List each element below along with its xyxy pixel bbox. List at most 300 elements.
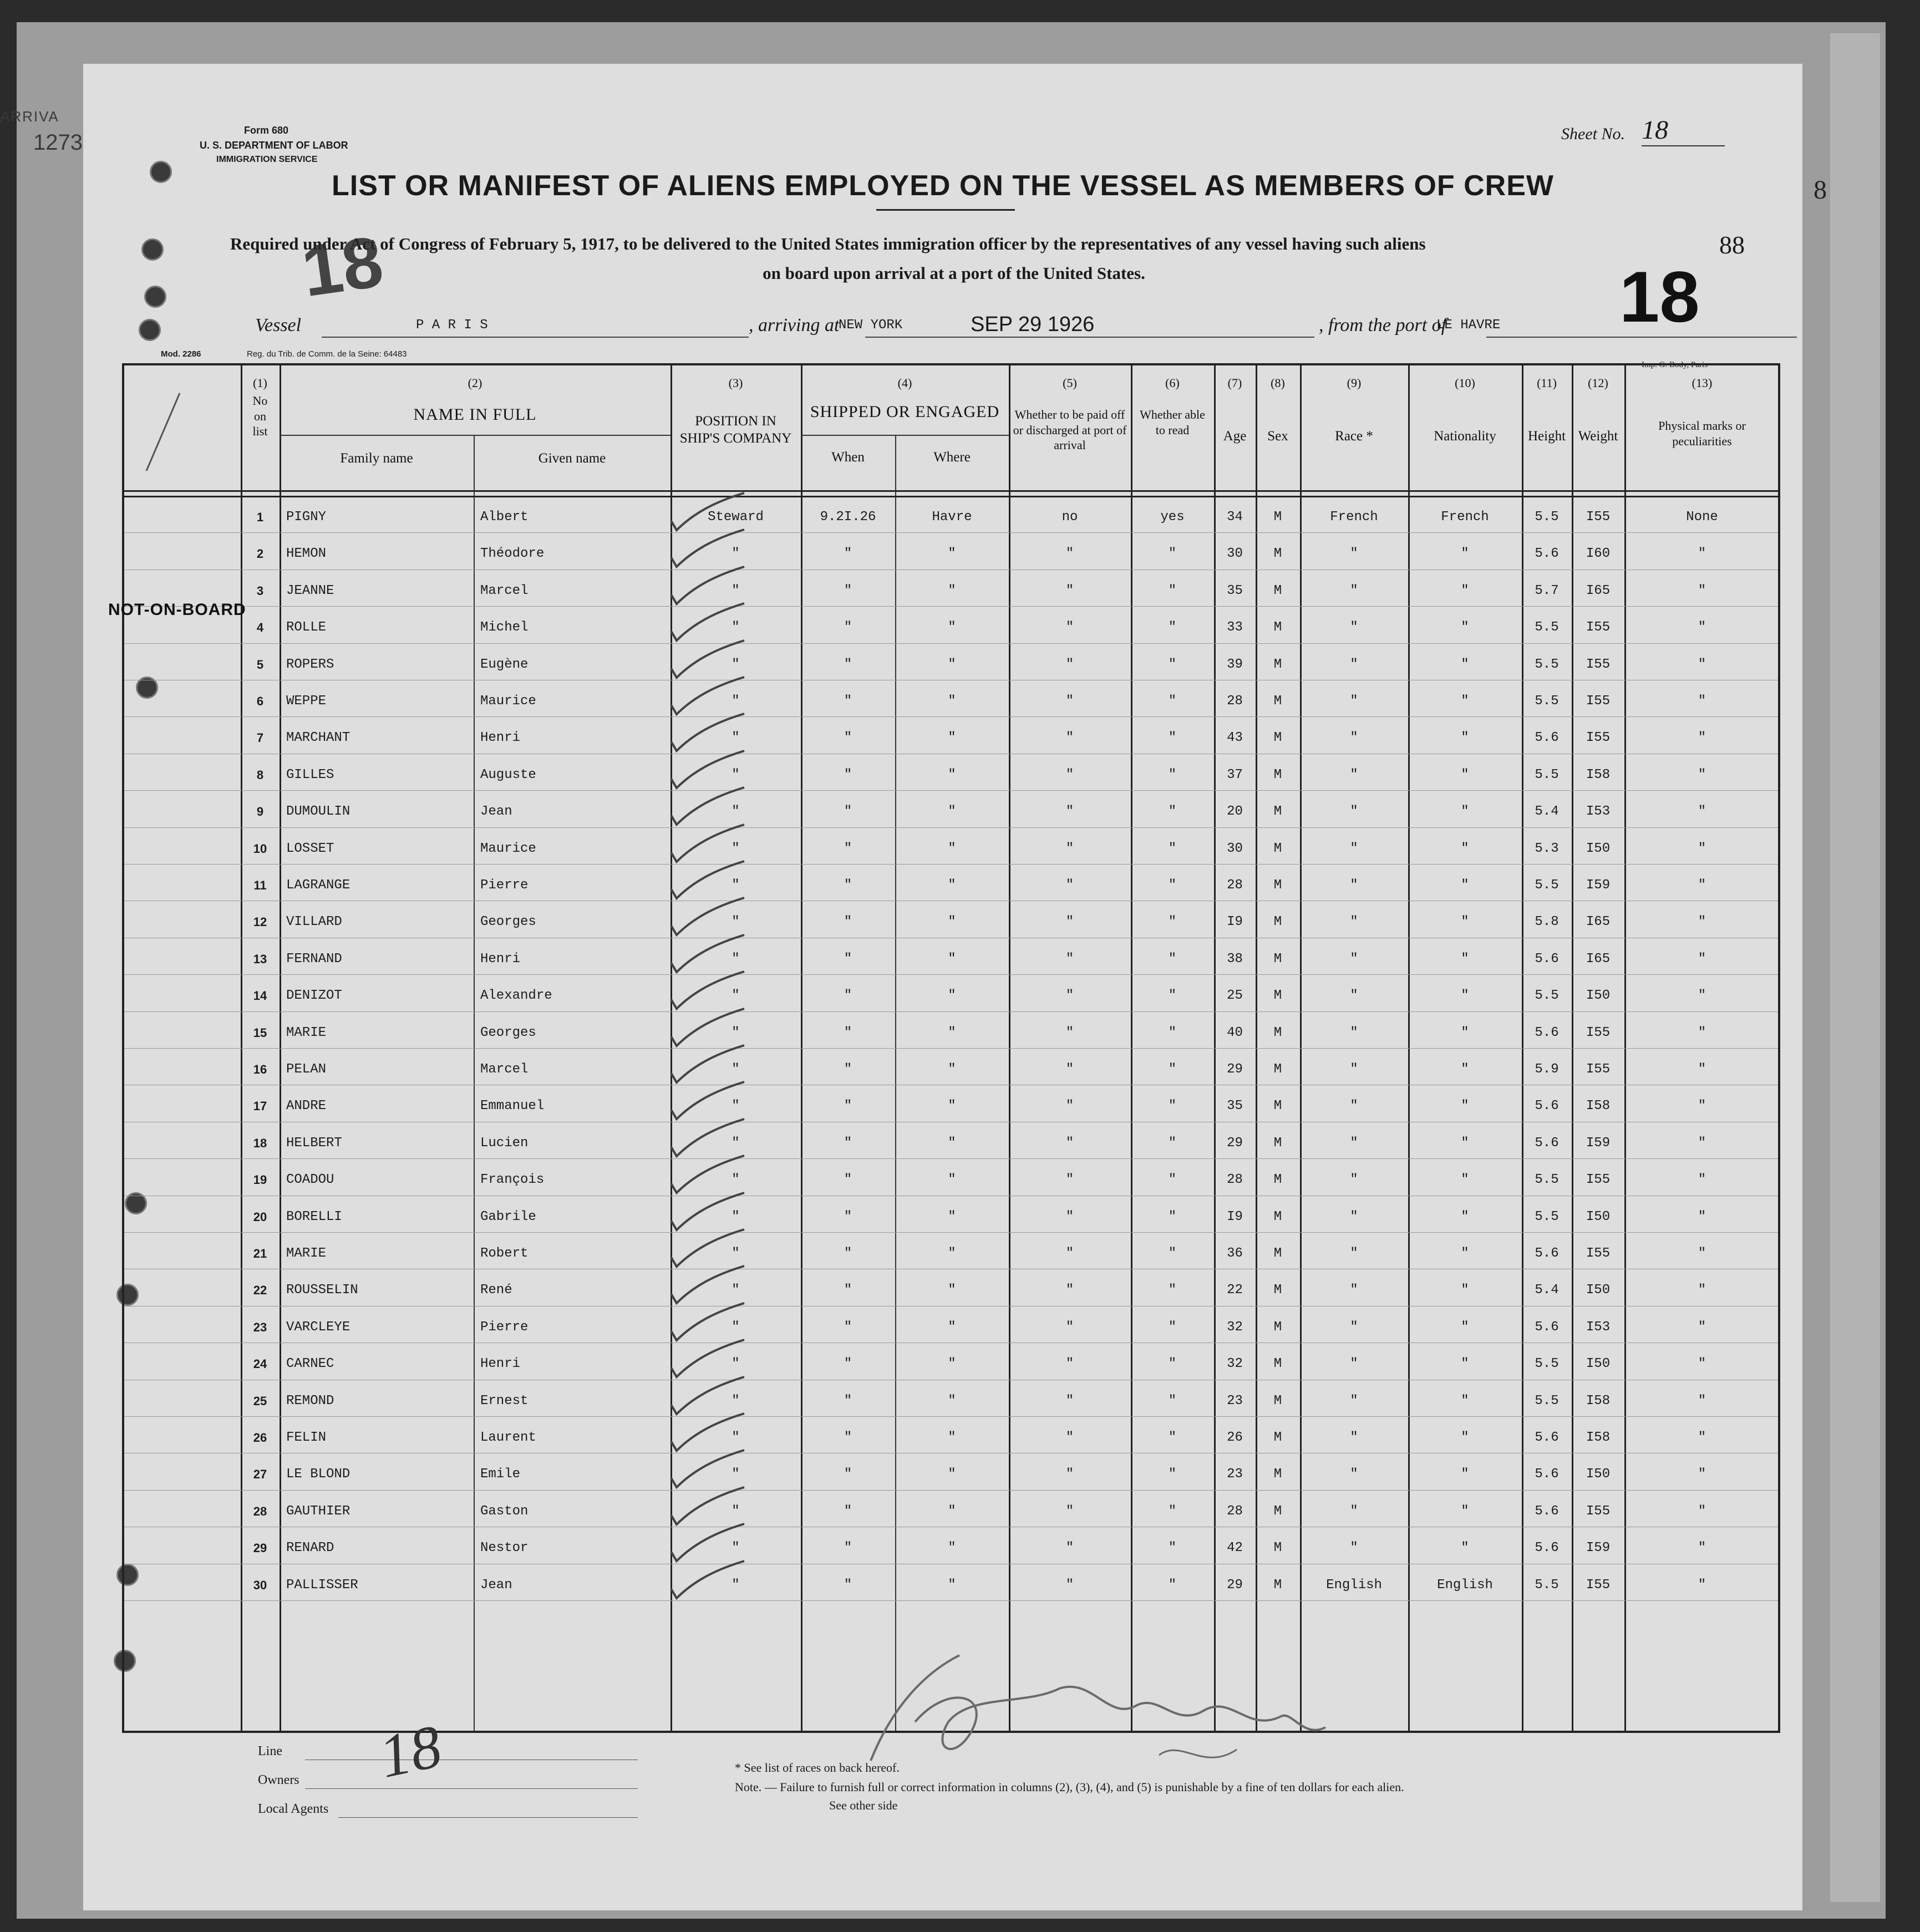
cell-given: Henri (480, 951, 521, 967)
cell-paid: " (1065, 1172, 1074, 1188)
given-name-header: Given name (538, 451, 606, 466)
cell-paid: " (1065, 1503, 1074, 1519)
table-row (124, 720, 1778, 756)
cell-nationality: " (1461, 1025, 1469, 1040)
cell-no: 12 (253, 915, 267, 929)
table-row (124, 1051, 1778, 1088)
cell-family: MARIE (286, 1025, 327, 1040)
vessel-name: P A R I S (416, 318, 488, 333)
cell-family: HELBERT (286, 1135, 342, 1151)
cell-weight: I55 (1586, 1503, 1611, 1519)
cell-read: " (1168, 841, 1177, 856)
cell-family: LE BLOND (286, 1467, 351, 1482)
column-3-header: POSITION IN SHIP'S COMPANY (679, 414, 792, 446)
cell-weight: I50 (1586, 1283, 1611, 1298)
table-row (124, 1015, 1778, 1051)
cell-nationality: " (1461, 767, 1469, 782)
cell-age: I9 (1227, 914, 1243, 930)
cell-marks: " (1698, 694, 1706, 709)
table-row (124, 1125, 1778, 1162)
cell-position: " (732, 1099, 740, 1114)
cell-when: " (844, 1577, 852, 1593)
cell-family: ROLLE (286, 620, 327, 635)
cell-height: 5.6 (1535, 1246, 1559, 1261)
cell-position: " (732, 914, 740, 930)
cell-nationality: " (1461, 657, 1469, 672)
cell-no: 19 (253, 1173, 267, 1187)
cell-read: " (1168, 730, 1177, 746)
cell-read: " (1168, 1283, 1177, 1298)
cell-when: " (844, 951, 852, 967)
cell-sex: M (1273, 988, 1282, 1004)
cell-weight: I50 (1586, 988, 1611, 1004)
punch-hole (141, 238, 164, 261)
cell-given: Gaston (480, 1503, 529, 1519)
form-number: Form 680 (244, 125, 289, 136)
cell-given: Robert (480, 1246, 529, 1261)
cell-when: " (844, 730, 852, 746)
cell-age: 40 (1227, 1025, 1243, 1040)
table-row (124, 536, 1778, 572)
cell-race: " (1350, 546, 1358, 562)
cell-where: " (948, 1393, 956, 1409)
cell-no: 11 (253, 878, 267, 892)
cell-race: " (1350, 1172, 1358, 1188)
cell-marks: " (1698, 1467, 1706, 1482)
cell-where: Havre (932, 510, 972, 525)
column-7-header: Age (1223, 429, 1247, 444)
table-row (124, 794, 1778, 830)
cell-position: " (732, 1135, 740, 1151)
cell-age: 34 (1227, 510, 1243, 525)
title-rule (876, 209, 1015, 211)
cell-nationality: " (1461, 1430, 1469, 1445)
from-port-value: LE HAVRE (1436, 318, 1501, 333)
cell-family: GILLES (286, 767, 334, 782)
cell-read: " (1168, 620, 1177, 635)
cell-nationality: " (1461, 1062, 1469, 1077)
arrival-stamp-number: 1273 (33, 130, 83, 155)
cell-age: 28 (1227, 694, 1243, 709)
cell-where: " (948, 1172, 956, 1188)
column-5-number: (5) (1063, 376, 1077, 390)
table-row (124, 1493, 1778, 1530)
cell-marks: " (1698, 1062, 1706, 1077)
cell-weight: I59 (1586, 878, 1611, 893)
cell-family: CARNEC (286, 1356, 334, 1372)
cell-when: " (844, 1099, 852, 1114)
cell-paid: " (1065, 988, 1074, 1004)
cell-height: 5.6 (1535, 546, 1559, 562)
cell-height: 5.5 (1535, 1393, 1559, 1409)
cell-given: Henri (480, 1356, 521, 1372)
cell-height: 5.7 (1535, 583, 1559, 598)
table-row (124, 904, 1778, 940)
column-12-header: Weight (1578, 429, 1618, 444)
column-2-header: NAME IN FULL (413, 405, 537, 424)
cell-family: ROUSSELIN (286, 1283, 358, 1298)
cell-nationality: English (1437, 1577, 1493, 1593)
cell-no: 6 (256, 694, 264, 708)
cell-nationality: " (1461, 1135, 1469, 1151)
cell-where: " (948, 1319, 956, 1335)
cell-given: Alexandre (480, 988, 552, 1004)
cell-nationality: " (1461, 1209, 1469, 1224)
cell-where: " (948, 1209, 956, 1224)
cell-age: 29 (1227, 1135, 1243, 1151)
cell-given: Maurice (480, 841, 536, 856)
cell-position: " (732, 1467, 740, 1482)
cell-marks: " (1698, 1430, 1706, 1445)
cell-marks: " (1698, 583, 1706, 598)
cell-position: " (732, 730, 740, 746)
cell-where: " (948, 1430, 956, 1445)
cell-sex: M (1273, 620, 1282, 635)
cell-where: " (948, 620, 956, 635)
cell-read: " (1168, 914, 1177, 930)
cell-height: 5.6 (1535, 1540, 1559, 1556)
cell-marks: " (1698, 1246, 1706, 1261)
cell-where: " (948, 546, 956, 562)
cell-read: yes (1160, 510, 1185, 525)
cell-height: 5.5 (1535, 878, 1559, 893)
cell-weight: I50 (1586, 1356, 1611, 1372)
cell-read: " (1168, 1135, 1177, 1151)
cell-sex: M (1273, 546, 1282, 562)
cell-family: JEANNE (286, 583, 334, 598)
cell-weight: I65 (1586, 914, 1611, 930)
cell-sex: M (1273, 657, 1282, 672)
cell-when: " (844, 988, 852, 1004)
cell-weight: I58 (1586, 1393, 1611, 1409)
cell-sex: M (1273, 1503, 1282, 1519)
table-row (124, 1346, 1778, 1382)
cell-height: 5.4 (1535, 804, 1559, 820)
cell-given: Théodore (480, 546, 545, 562)
cell-height: 5.6 (1535, 1319, 1559, 1335)
cell-nationality: " (1461, 951, 1469, 967)
cell-age: 22 (1227, 1283, 1243, 1298)
cell-where: " (948, 657, 956, 672)
cell-no: 28 (253, 1504, 267, 1518)
cell-position: " (732, 1356, 740, 1372)
cell-no: 25 (253, 1394, 267, 1408)
cell-read: " (1168, 1430, 1177, 1445)
cell-no: 9 (256, 805, 264, 819)
cell-weight: I55 (1586, 1246, 1611, 1261)
cell-marks: " (1698, 1540, 1706, 1556)
cell-no: 24 (253, 1357, 267, 1371)
cell-read: " (1168, 1062, 1177, 1077)
cell-weight: I55 (1586, 1577, 1611, 1593)
cell-paid: " (1065, 804, 1074, 820)
cell-position: " (732, 1540, 740, 1556)
cell-age: 23 (1227, 1393, 1243, 1409)
cell-where: " (948, 1503, 956, 1519)
cell-marks: " (1698, 1172, 1706, 1188)
cell-sex: M (1273, 1209, 1282, 1224)
header-bottom-rule (124, 496, 1778, 497)
cell-read: " (1168, 951, 1177, 967)
cell-no: 15 (253, 1025, 267, 1040)
table-row (124, 831, 1778, 867)
cell-sex: M (1273, 583, 1282, 598)
line-label: Line (258, 1744, 282, 1758)
cell-nationality: " (1461, 1172, 1469, 1188)
cell-when: " (844, 841, 852, 856)
cell-sex: M (1273, 1356, 1282, 1372)
cell-given: Henri (480, 730, 521, 746)
cell-age: 38 (1227, 951, 1243, 967)
not-on-board-stamp: NOT-ON-BOARD (108, 601, 246, 619)
cell-read: " (1168, 1172, 1177, 1188)
cell-no: 8 (256, 767, 264, 782)
cell-no: 3 (256, 583, 264, 598)
table-row (124, 1456, 1778, 1493)
from-port-rule (1486, 337, 1797, 338)
cell-nationality: " (1461, 1246, 1469, 1261)
sheet-number-label: Sheet No. (1561, 125, 1625, 143)
cell-position: " (732, 620, 740, 635)
cell-paid: " (1065, 1467, 1074, 1482)
cell-paid: " (1065, 1062, 1074, 1077)
cell-paid: " (1065, 583, 1074, 598)
cell-weight: I58 (1586, 1430, 1611, 1445)
cell-family: PALLISSER (286, 1577, 358, 1593)
cell-family: VILLARD (286, 914, 342, 930)
cell-when: " (844, 1467, 852, 1482)
cell-race: French (1330, 510, 1378, 525)
cell-given: Maurice (480, 694, 536, 709)
cell-nationality: " (1461, 1467, 1469, 1482)
table-row (124, 757, 1778, 794)
cell-height: 5.5 (1535, 1356, 1559, 1372)
cell-read: " (1168, 767, 1177, 782)
cell-age: 43 (1227, 730, 1243, 746)
cell-sex: M (1273, 1135, 1282, 1151)
table-row (124, 609, 1778, 646)
cell-marks: " (1698, 1209, 1706, 1224)
cell-age: 36 (1227, 1246, 1243, 1261)
cell-nationality: " (1461, 583, 1469, 598)
cell-read: " (1168, 1356, 1177, 1372)
cell-race: " (1350, 988, 1358, 1004)
cell-weight: I59 (1586, 1135, 1611, 1151)
cell-weight: I55 (1586, 657, 1611, 672)
cell-race: " (1350, 1025, 1358, 1040)
cell-sex: M (1273, 1025, 1282, 1040)
cell-marks: " (1698, 1319, 1706, 1335)
cell-family: RENARD (286, 1540, 334, 1556)
cell-where: " (948, 951, 956, 967)
cell-marks: " (1698, 1503, 1706, 1519)
cell-where: " (948, 1577, 956, 1593)
cell-paid: " (1065, 1025, 1074, 1040)
cell-sex: M (1273, 694, 1282, 709)
page-number-88: 88 (1719, 231, 1745, 259)
cell-where: " (948, 841, 956, 856)
cell-paid: " (1065, 546, 1074, 562)
cell-weight: I65 (1586, 951, 1611, 967)
cell-weight: I53 (1586, 1319, 1611, 1335)
cell-where: " (948, 1467, 956, 1482)
mod-number: Mod. 2286 (161, 349, 201, 359)
cell-paid: " (1065, 657, 1074, 672)
cell-no: 29 (253, 1541, 267, 1555)
cell-age: 32 (1227, 1319, 1243, 1335)
cell-given: Albert (480, 510, 529, 525)
when-header: When (831, 450, 865, 465)
cell-sex: M (1273, 1577, 1282, 1593)
cell-when: " (844, 1246, 852, 1261)
cell-marks: " (1698, 657, 1706, 672)
shipped-header-rule (801, 435, 1009, 436)
cell-position: " (732, 951, 740, 967)
cell-no: 18 (253, 1136, 267, 1150)
cell-when: " (844, 1025, 852, 1040)
cell-when: " (844, 878, 852, 893)
cell-nationality: " (1461, 1319, 1469, 1335)
cell-nationality: " (1461, 620, 1469, 635)
cell-height: 5.5 (1535, 1577, 1559, 1593)
table-row (124, 1567, 1778, 1604)
table-row (124, 1420, 1778, 1456)
cell-height: 5.5 (1535, 1172, 1559, 1188)
cell-no: 22 (253, 1283, 267, 1298)
cell-where: " (948, 1356, 956, 1372)
cell-when: " (844, 1430, 852, 1445)
vessel-label: Vessel (255, 315, 302, 335)
cell-race: " (1350, 583, 1358, 598)
cell-marks: " (1698, 1099, 1706, 1114)
table-row (124, 1162, 1778, 1198)
cell-sex: M (1273, 1283, 1282, 1298)
cell-age: 33 (1227, 620, 1243, 635)
cell-weight: I55 (1586, 510, 1611, 525)
cell-height: 5.5 (1535, 657, 1559, 672)
cell-paid: " (1065, 841, 1074, 856)
cell-paid: " (1065, 767, 1074, 782)
cell-family: ANDRE (286, 1099, 327, 1114)
cell-nationality: " (1461, 988, 1469, 1004)
cell-sex: M (1273, 1467, 1282, 1482)
cell-age: 20 (1227, 804, 1243, 820)
cell-position: " (732, 841, 740, 856)
column-6-header: Whether able to read (1140, 408, 1205, 437)
column-4-header: SHIPPED OR ENGAGED (810, 403, 1000, 421)
cell-when: " (844, 1356, 852, 1372)
cell-read: " (1168, 1540, 1177, 1556)
cell-sex: M (1273, 1540, 1282, 1556)
arriving-label: , arriving at (749, 315, 840, 335)
cell-position: " (732, 804, 740, 820)
cell-age: 29 (1227, 1577, 1243, 1593)
cell-age: 35 (1227, 583, 1243, 598)
column-13-number: (13) (1692, 376, 1713, 390)
cell-weight: I50 (1586, 1467, 1611, 1482)
cell-where: " (948, 694, 956, 709)
cell-age: 25 (1227, 988, 1243, 1004)
cell-marks: " (1698, 730, 1706, 746)
cell-nationality: " (1461, 694, 1469, 709)
column-11-number: (11) (1537, 376, 1557, 390)
cell-position: " (732, 1319, 740, 1335)
cell-height: 5.5 (1535, 510, 1559, 525)
cell-where: " (948, 767, 956, 782)
cell-nationality: " (1461, 914, 1469, 930)
cell-no: 1 (256, 510, 264, 524)
cell-position: " (732, 1062, 740, 1077)
column-8-header: Sex (1267, 429, 1288, 444)
cell-family: MARIE (286, 1246, 327, 1261)
cell-when: " (844, 657, 852, 672)
cell-height: 5.4 (1535, 1283, 1559, 1298)
cell-when: " (844, 1135, 852, 1151)
cell-height: 5.3 (1535, 841, 1559, 856)
cell-where: " (948, 988, 956, 1004)
cell-given: Georges (480, 1025, 536, 1040)
cell-no: 14 (253, 989, 267, 1003)
cell-given: Pierre (480, 878, 529, 893)
cell-marks: " (1698, 878, 1706, 893)
cell-nationality: " (1461, 1099, 1469, 1114)
cell-weight: I60 (1586, 546, 1611, 562)
cell-read: " (1168, 546, 1177, 562)
table-row (124, 499, 1778, 536)
cell-read: " (1168, 694, 1177, 709)
cell-weight: I59 (1586, 1540, 1611, 1556)
cell-age: 28 (1227, 1503, 1243, 1519)
cell-no: 2 (256, 547, 264, 561)
cell-nationality: " (1461, 804, 1469, 820)
cell-paid: " (1065, 1356, 1074, 1372)
cell-height: 5.6 (1535, 1099, 1559, 1114)
cell-race: " (1350, 1319, 1358, 1335)
cell-race: " (1350, 951, 1358, 967)
cell-given: François (480, 1172, 545, 1188)
cell-read: " (1168, 657, 1177, 672)
cell-when: " (844, 804, 852, 820)
cell-position: " (732, 1430, 740, 1445)
cell-marks: " (1698, 951, 1706, 967)
cell-position: " (732, 878, 740, 893)
column-1-header: No on list (252, 394, 268, 438)
cell-where: " (948, 1283, 956, 1298)
cell-paid: " (1065, 1099, 1074, 1114)
column-2-number: (2) (468, 376, 482, 390)
cell-when: " (844, 767, 852, 782)
cell-race: " (1350, 1503, 1358, 1519)
cell-race: " (1350, 914, 1358, 930)
cell-race: " (1350, 1283, 1358, 1298)
cell-paid: " (1065, 1209, 1074, 1224)
cell-race: " (1350, 1246, 1358, 1261)
cell-race: " (1350, 1430, 1358, 1445)
cell-marks: " (1698, 620, 1706, 635)
agents-field-rule (338, 1817, 638, 1818)
see-other-side: See other side (829, 1798, 898, 1812)
cell-read: " (1168, 1467, 1177, 1482)
cell-sex: M (1273, 951, 1282, 967)
punch-hole (144, 286, 166, 308)
cell-no: 16 (253, 1062, 267, 1076)
cell-nationality: " (1461, 730, 1469, 746)
cell-race: " (1350, 878, 1358, 893)
cell-nationality: " (1461, 878, 1469, 893)
cell-marks: " (1698, 1135, 1706, 1151)
local-agents-label: Local Agents (258, 1802, 329, 1816)
cell-when: " (844, 1540, 852, 1556)
